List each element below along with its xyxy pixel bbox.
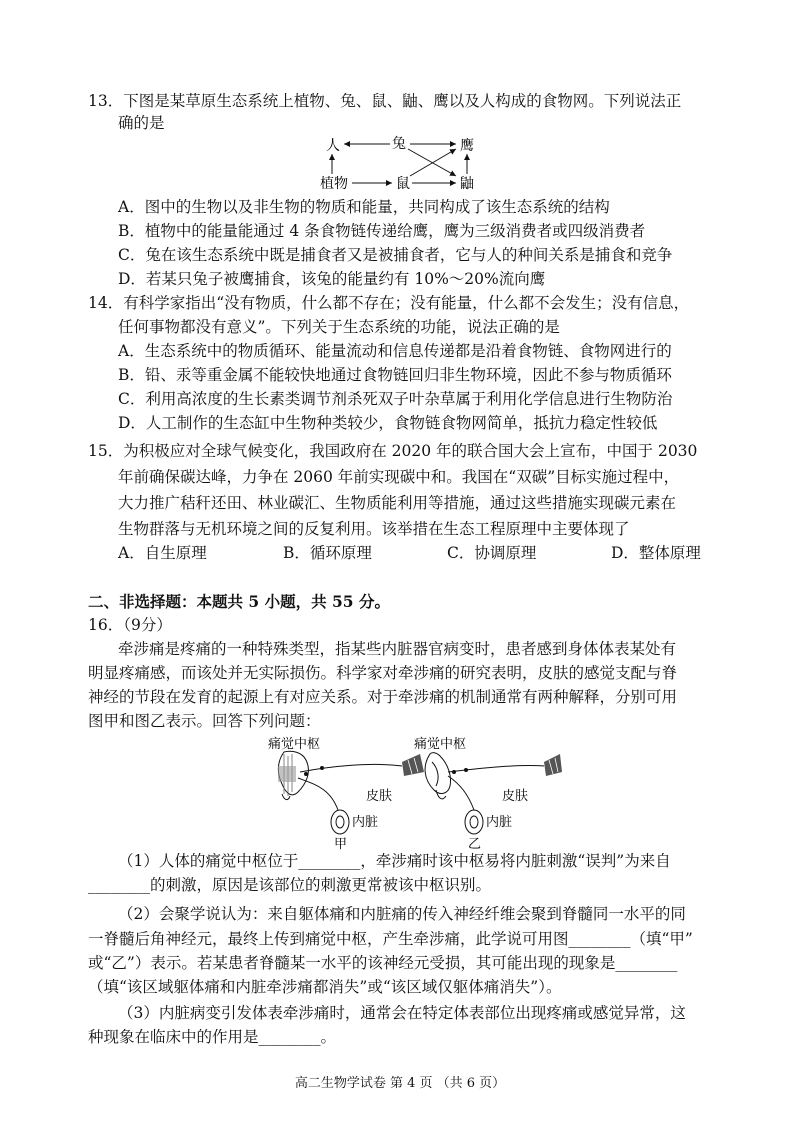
node-mouse: 鼠 bbox=[396, 176, 410, 192]
q15-option-c: C．协调原理 bbox=[447, 544, 537, 562]
section-2-heading: 二、非选择题：本题共 5 小题，共 55 分。 bbox=[88, 592, 390, 611]
q14-option-a: A．生态系统中的物质循环、能量流动和信息传递都是沿着食物链、食物网进行的 bbox=[118, 342, 672, 360]
referred-pain-figure bbox=[262, 732, 562, 850]
fig-yi-organ bbox=[465, 810, 483, 834]
q16-sub3-line2: 种现象在临床中的作用是________。 bbox=[88, 1028, 337, 1046]
q14-option-c: C．利用高浓度的生长素类调节剂杀死双子叶杂草属于利用化学信息进行生物防治 bbox=[118, 390, 673, 408]
node-rabbit: 兔 bbox=[392, 136, 406, 152]
fig-jia-skin-label: 皮肤 bbox=[366, 789, 393, 804]
node-human: 人 bbox=[326, 138, 340, 154]
fig-jia-organ-nerve bbox=[298, 778, 338, 810]
fig-jia-center-label: 痛觉中枢 bbox=[268, 737, 321, 752]
q15-option-a: A．自生原理 bbox=[118, 544, 207, 562]
q16-intro-line3: 神经的节段在发育的起源上有对应关系。对于牵涉痛的机制通常有两种解释，分别可用 bbox=[88, 688, 678, 706]
q16-intro-line1: 牵涉痛是疼痛的一种特殊类型，指某些内脏器官病变时，患者感到身体体表某处有 bbox=[118, 640, 677, 658]
q16-sub2-line3: 或“乙”）表示。若某患者脊髓某一水平的该神经元受损，其可能出现的现象是________ bbox=[88, 954, 678, 972]
q16-sub2-line2: 一脊髓后角神经元，最终上传到痛觉中枢，产生牵涉痛，此学说可用图________（填“甲” bbox=[88, 930, 693, 948]
fig-jia-skin-patch bbox=[402, 754, 424, 776]
q13-option-d: D．若某只兔子被鹰捕食，该兔的能量约有 10%～20%流向鹰 bbox=[118, 270, 546, 288]
fig-yi-skin-nerve bbox=[448, 765, 544, 772]
q13-option-c: C．兔在该生态系统中既是捕食者又是被捕食者，它与人的种间关系是捕食和竞争 bbox=[118, 246, 673, 264]
fig-jia-organ-label: 内脏 bbox=[352, 815, 379, 830]
q16-intro-line4: 图甲和图乙表示。回答下列问题： bbox=[88, 712, 321, 730]
fig-jia-skin-nerve bbox=[300, 764, 402, 772]
q16-sub2-line4: （填“该区域躯体痛和内脏牵涉痛都消失”或“该区域仅躯体痛消失”）。 bbox=[88, 978, 562, 996]
q16-header: 16．（9分） bbox=[88, 616, 172, 634]
q13-option-b: B．植物中的能量能通过 4 条食物链传递给鹰，鹰为三级消费者或四级消费者 bbox=[118, 222, 646, 240]
q15-option-d: D．整体原理 bbox=[611, 544, 701, 562]
fig-jia-tag: 甲 bbox=[334, 837, 348, 850]
fig-jia-organ bbox=[331, 810, 349, 834]
page-footer: 高二生物学试卷 第 4 页 （共 6 页） bbox=[294, 1076, 506, 1091]
node-weasel: 鼬 bbox=[460, 176, 474, 192]
q15-stem-line2: 年前确保碳达峰，力争在 2060 年前实现碳中和。我国在“双碳”目标实施过程中， bbox=[118, 468, 680, 486]
q15-stem-line4: 生物群落与无机环境之间的反复利用。该举措在生态工程原理中主要体现了 bbox=[118, 520, 630, 538]
fig-yi-tag: 乙 bbox=[468, 837, 482, 850]
q15-stem-line1: 15．为积极应对全球气候变化，我国政府在 2020 年的联合国大会上宣布，中国于 2030 bbox=[88, 442, 698, 460]
q16-sub3-line1: （3）内脏病变引发体表牵涉痛时，通常会在特定体表部位出现疼痛或感觉异常，这 bbox=[118, 1004, 686, 1022]
q16-sub1-line1: （1）人体的痛觉中枢位于________，牵涉痛时该中枢易将内脏刺激“误判”为来自 bbox=[118, 852, 671, 870]
q14-stem-cont: 任何事物都没有意义”。下列关于生态系统的功能，说法正确的是 bbox=[118, 318, 560, 336]
q16-sub2-line1: （2）会聚学说认为：来自躯体痛和内脏痛的传入神经纤维会聚到脊髓同一水平的同 bbox=[118, 905, 686, 923]
fig-yi-organ-nerve bbox=[448, 776, 474, 810]
q14-option-d: D．人工制作的生态缸中生物种类较少，食物链食物网简单，抵抗力稳定性较低 bbox=[118, 414, 658, 432]
fig-yi-center-label: 痛觉中枢 bbox=[414, 737, 467, 752]
q13-stem: 13．下图是某草原生态系统上植物、兔、鼠、鼬、鹰以及人构成的食物网。下列说法正 bbox=[88, 92, 682, 110]
q13-stem-cont: 确的是 bbox=[118, 114, 165, 132]
node-plant: 植物 bbox=[320, 176, 348, 192]
node-hawk: 鹰 bbox=[460, 138, 474, 154]
q15-stem-line3: 大力推广秸秆还田、林业碳汇、生物质能利用等措施，通过这些措施实现碳元素在 bbox=[118, 494, 677, 512]
fig-yi-skin-label: 皮肤 bbox=[502, 789, 529, 804]
q15-option-b: B．循环原理 bbox=[283, 544, 372, 562]
fig-yi-spinal-cord bbox=[425, 753, 450, 799]
q13-option-a: A．图中的生物以及非生物的物质和能量，共同构成了该生态系统的结构 bbox=[118, 198, 610, 216]
q16-sub1-line2: ________的刺激，原因是该部位的刺激更常被该中枢识别。 bbox=[88, 876, 492, 894]
fig-jia-spinal-cord bbox=[278, 751, 308, 799]
q14-stem: 14．有科学家指出“没有物质，什么都不存在；没有能量，什么都不会发生；没有信息， bbox=[88, 294, 690, 312]
q14-option-b: B．铅、汞等重金属不能较快地通过食物链回归非生物环境，因此不参与物质循环 bbox=[118, 366, 672, 384]
food-web-diagram bbox=[318, 132, 490, 194]
fig-yi-organ-label: 内脏 bbox=[486, 815, 513, 830]
q16-intro-line2: 明显疼痛感，而该处并无实际损伤。科学家对牵涉痛的研究表明，皮肤的感觉支配与脊 bbox=[88, 664, 678, 682]
